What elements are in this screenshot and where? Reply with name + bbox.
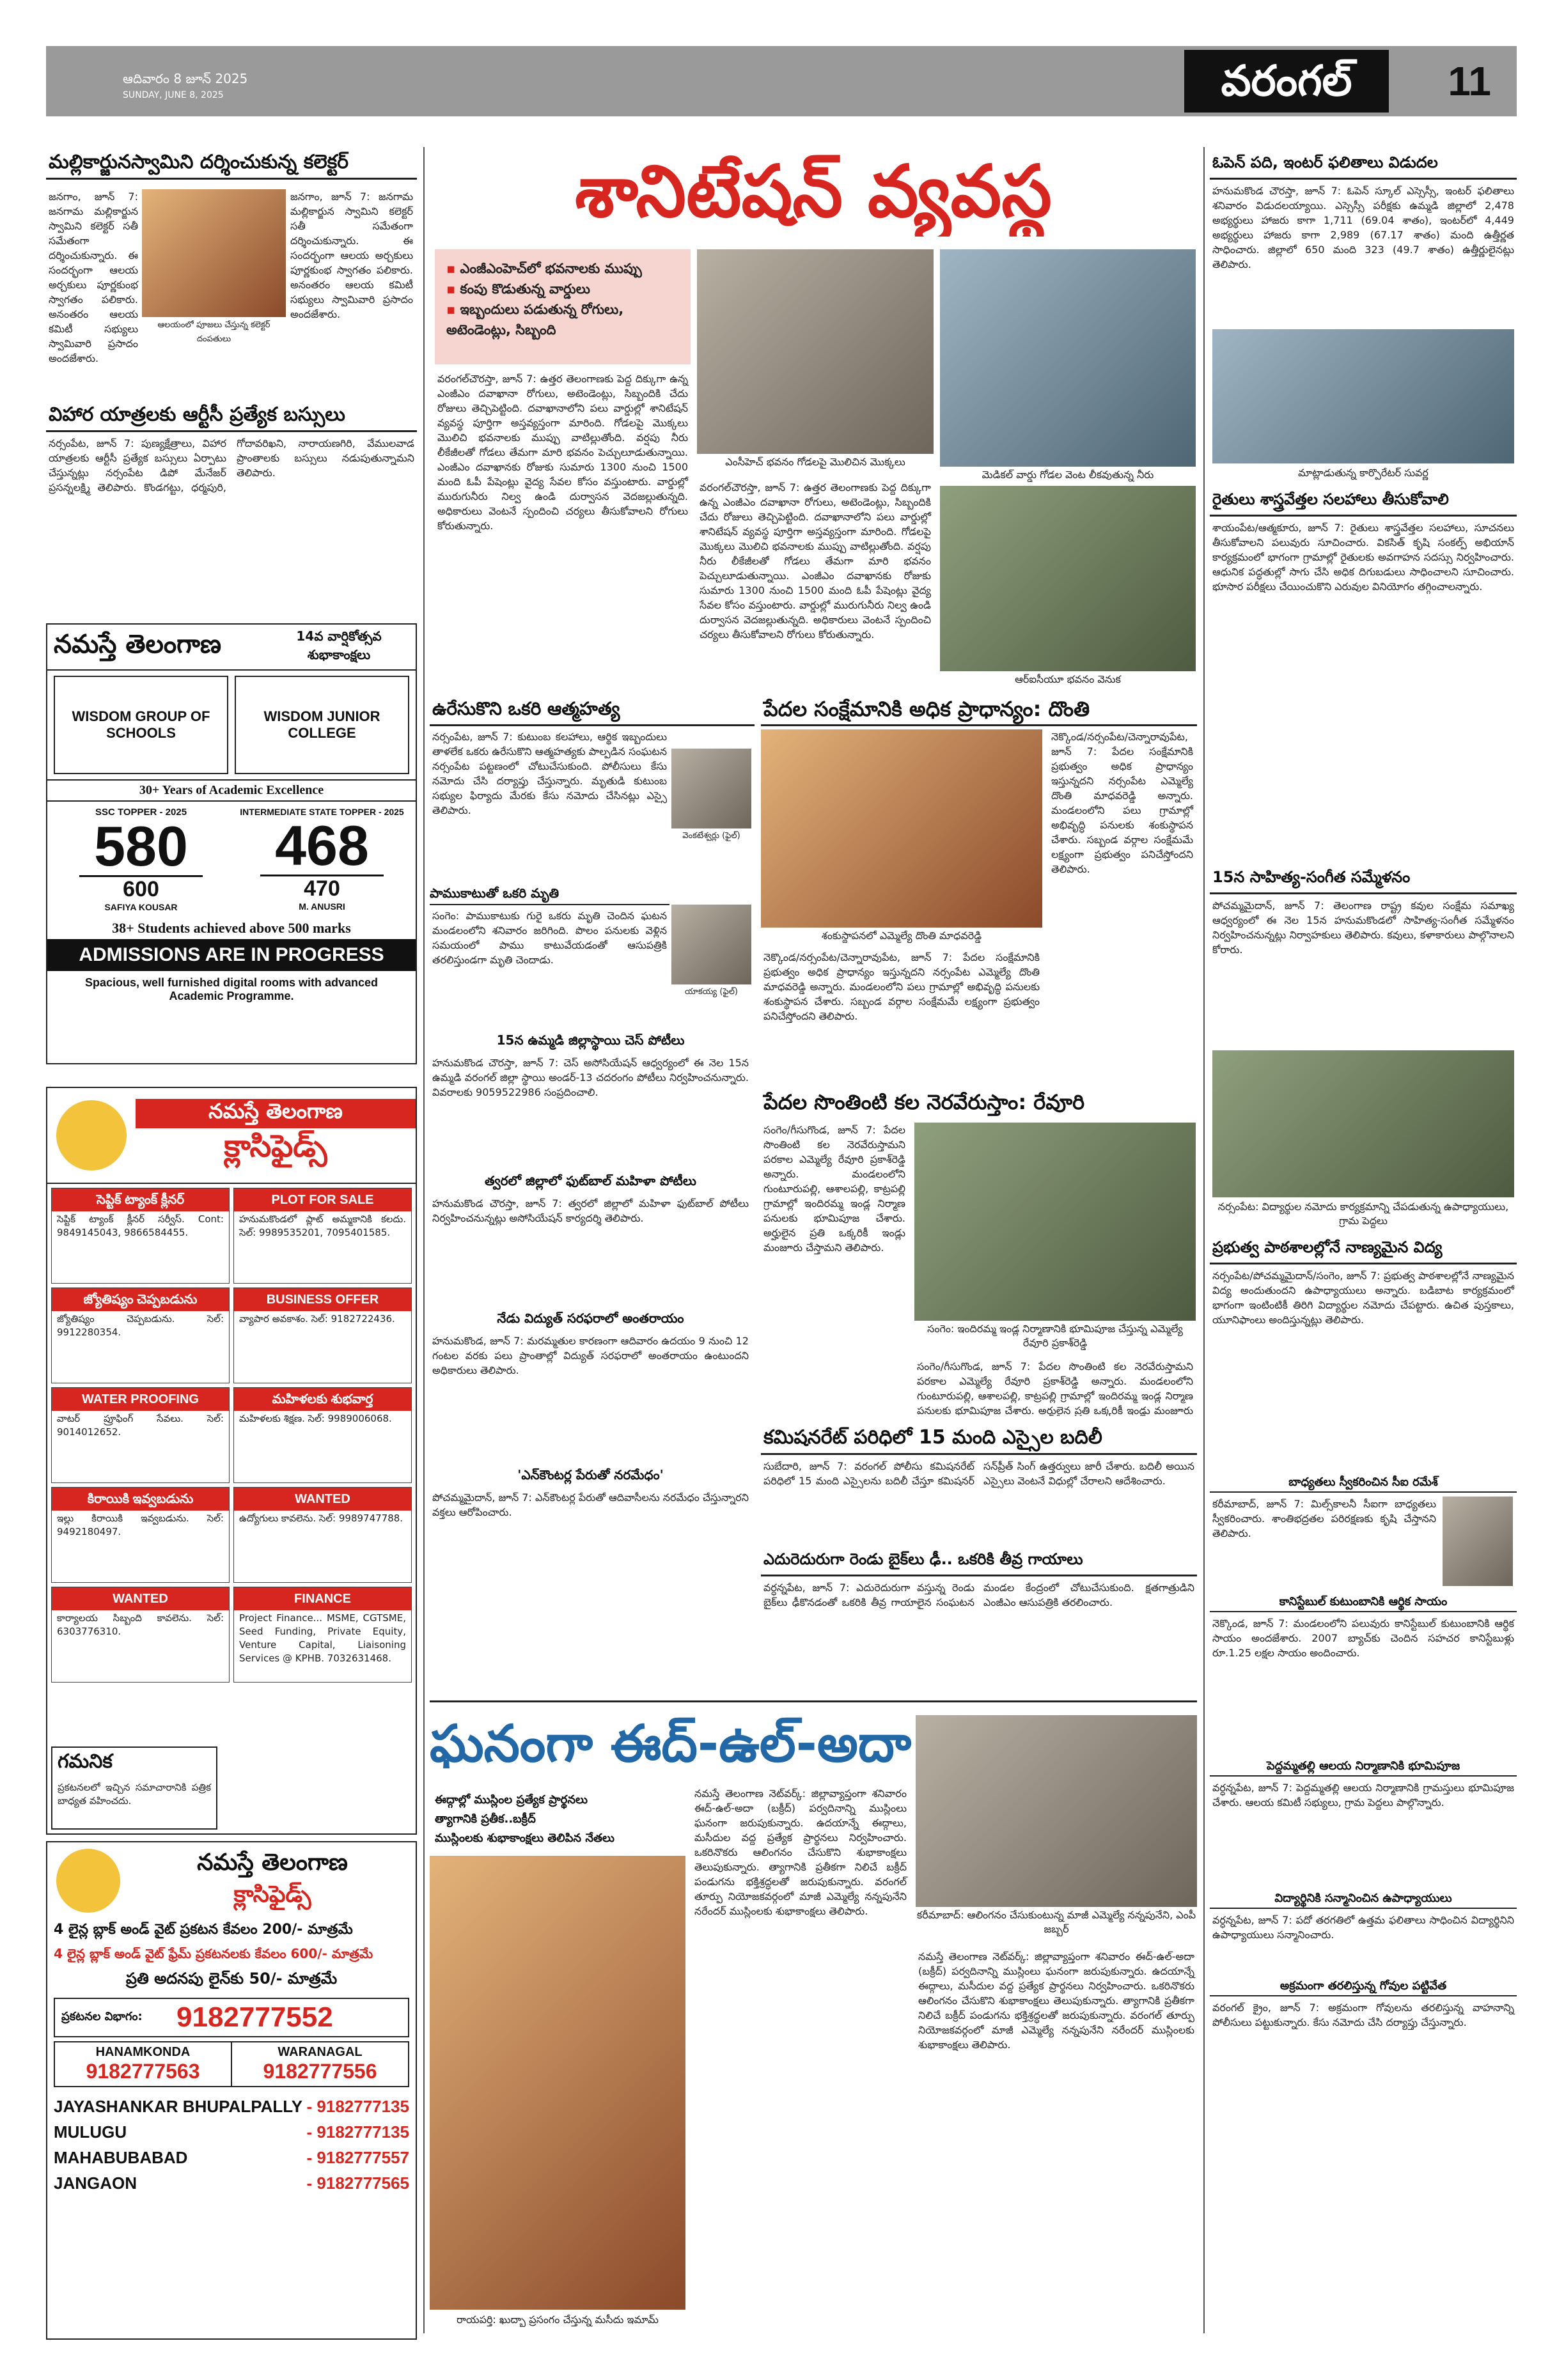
classified-tag: WANTED (234, 1488, 411, 1511)
classified-tag: WANTED (52, 1587, 229, 1610)
s1-caption: మాట్లాడుతున్న కార్పొరేటర్ సువర్ణ (1298, 467, 1428, 479)
s6-headline: 'ఎన్‌కౌంటర్ల పేరుతో నరమేధం' (517, 1467, 664, 1482)
photo-caption: ఆలయంలో పూజలు చేస్తున్న కలెక్టర్ దంపతులు (157, 320, 270, 344)
classified-text: వాటర్ ప్రూఫింగ్ సేవలు. సెల్: 9014012652. (57, 1413, 224, 1438)
story-body: వర్ధన్నపేట, జూన్ 7: ఎదురెదురుగా వస్తున్న రెండు బైక్‌లు ఢీకొనడంతో ఒకరికి తీవ్ర గాయాలైన సంఘటన మండల కేంద్రంలో చోటుచేసుకుంది. క్షతగాత్రుడిని ఎంజీఎం ఆసుపత్రికి తరలించారు. (763, 1582, 1194, 1608)
lead-photo-3 (940, 486, 1196, 671)
office-hanamkonda (55, 2042, 232, 2086)
classified-tag: కిరాయికి ఇవ్వబడును (52, 1488, 229, 1511)
eid-bullet: ఈద్గాల్లో ముస్లింల ప్రత్యేక ప్రార్థనలు (435, 1793, 588, 1807)
story-body: నర్సంపేట, జూన్ 7: పుణ్యక్షేత్రాలు, విహార యాత్రలకు ఆర్టీసీ ప్రత్యేక బస్సులు ఏర్పాటు చేస్తున్నట్లు నర్సంపేట డిపో మేనేజర్ ప్రసన్నలక్ష్మి తెలిపారు. కొండగట్టు, ధర్మపురి, గోదావరిఖని, నారాయణగిరి, వేములవాడ ప్రాంతాలకు బస్సులు నడుపుతున్నామని తెలిపారు. (49, 437, 414, 494)
s4-headline: ప్రభుత్వ పాఠశాలల్లోనే నాణ్యమైన విద్య (1210, 1232, 1517, 1264)
s3-body: హనుమకొండ చౌరస్తా, జూన్ 7: చెస్ అసోసియేషన్ ఆధ్వర్యంలో ఈ నెల 15న ఉమ్మడి వరంగల్ జిల్లా స్థాయి అండర్-13 చదరంగం పోటీలు నిర్వహించనున్నారు. వివరాలకు 9059522986 సంప్రదించాలి. (432, 1057, 749, 1098)
s9-body: వరంగల్ క్రైం, జూన్ 7: అక్రమంగా గోవులను తరలిస్తున్న వాహనాన్ని పోలీసులు పట్టుకున్నారు. కేసు నమోదు చేసి దర్యాప్తు చేస్తున్నారు. (1212, 2002, 1514, 2028)
classified-rates-ad (46, 1841, 417, 2340)
office-warangal (232, 2042, 408, 2086)
classified-ad (51, 1387, 230, 1483)
s5-headline: బాధ్యతలు స్వీకరించిన సీఐ రమేశ్ (1210, 1475, 1517, 1493)
s2-body: శాయంపేట/ఆత్మకూరు, జూన్ 7: రైతులు శాస్త్రవేత్తల సలహాలు, సూచనలు తీసుకోవాలని పలువురు సూచించారు. వికసిత్ కృషి సంకల్ప్ అభియాన్ కార్యక్రమంలో భాగంగా గ్రామాల్లో రైతులకు అవగాహన సదస్సు నిర్వహించారు. ఆధునిక పద్ధతుల్లో సాగు చేసి అధిక దిగుబడులు సాధించాలని సూచించారు. భూసార పరీక్షలు చేయించుకొని ఎరువుల వినియోగం తగ్గించాలన్నారు. (1212, 522, 1514, 593)
sub-body: సంగెం: పాముకాటుకు గురై ఒకరు మృతి చెందిన ఘటన మండలంలోని శనివారం జరిగింది. పొలం పనులకు వెళ్లిన సమయంలో పాము కాటువేయడంతో ఆసుపత్రికి తరలిస్తుండగా మృతి చెందాడు. (432, 910, 667, 966)
masthead (46, 46, 1517, 116)
office-phone: 9182777556 (263, 2060, 377, 2083)
story-body: నెక్కొండ/నర్సంపేట/చెన్నారావుపేట, జూన్ 7: పేదల సంక్షేమానికి ప్రభుత్వం అధిక ప్రాధాన్యం ఇస్తున్నదని నర్సంపేట ఎమ్మెల్యే దొంతి మాధవరెడ్డి అన్నారు. మండలంలోని పలు గ్రామాల్లో అభివృద్ధి పనులకు శంకుస్థాపన చేశారు. సబ్బండ వర్గాల సంక్షేమమే లక్ష్యంగా ప్రభుత్వం పనిచేస్తోందని తెలిపారు. (1051, 731, 1193, 875)
notice-title: గమనిక (58, 1750, 113, 1773)
eid-bullet: ముస్లింలకు శుభాకాంక్షలు తెలిపిన నేతలు (435, 1832, 614, 1845)
classified-text: జ్యోతిష్యం చెప్పబడును. సెల్: 9912280354. (57, 1313, 224, 1338)
ad-admissions: ADMISSIONS ARE IN PROGRESS (47, 939, 416, 971)
lead-body-cont: వరంగల్‌చౌరస్తా, జూన్ 7: ఉత్తర తెలంగాణకు పెద్ద దిక్కుగా ఉన్న ఎంజీఎం దవాఖానా రోగులు, అటెండెంట్లు, సిబ్బందికి చేదు రోజులు తెచ్చిపెట్టింది. దవాఖానాలోని పలు వార్డుల్లో శానిటేషన్ వ్యవస్థ పూర్తిగా అస్తవ్యస్తంగా మారింది. గోడలపై మొక్కలు మొలిచి భవనాలకు ముప్పు వాటిల్లుతోంది. వర్షపు నీరు లీకేజీలతో గోడలు తేమగా మారి భవనం పెచ్చులూడుతున్నాయి. ఎంజీఎం దవాఖానకు రోజుకు సుమారు 1300 నుంచి 1500 మంది ఓపీ పేషెంట్లు వైద్య సేవల కోసం వస్తుంటారు. వార్డుల్లో మురుగునీరు నిల్వ ఉండి దుర్వాసన వెదజల్లుతున్నది. అధికారులు వెంటనే స్పందించి చర్యలు తీసుకోవాలని రోగులు కోరుతున్నారు. (700, 481, 931, 641)
inter-total: 470 (260, 875, 384, 901)
s9-headline: అక్రమంగా తరలిస్తున్న గోవుల పట్టివేత (1210, 1979, 1517, 1996)
s7-headline: పెద్దమ్మతల్లి ఆలయ నిర్మాణానికి భూమిపూజ (1210, 1759, 1517, 1777)
eid-photo-rayaparthi (430, 1856, 685, 2310)
ssc-score: 580 (94, 814, 188, 878)
district-phone: - 9182777135 (306, 2122, 409, 2142)
classified-text: Project Finance... MSME, CGTSME, Seed Funding, Private Equity, Venture Capital, Liaisoning Services @ KPHB. 7032631468. (239, 1612, 406, 1664)
lead-bullet: ▪ ఎంజీఎంహెచ్‌లో భవనాలకు ముప్పు (446, 258, 679, 279)
photo-caption: శంకుస్థాపనలో ఎమ్మెల్యే దొంతి మాధవరెడ్డి (821, 929, 982, 942)
classified-ad (233, 1387, 412, 1483)
eid-caption-2: రాయపర్తి: ఖుద్బా ప్రసంగం చేస్తున్న మసీదు ఇమామ్ (457, 2314, 659, 2326)
photo-name-1: వెంకటేశ్వర్లు (ఫైల్) (682, 831, 740, 841)
lead-bullet: ▪ ఇబ్బందులు పడుతున్న రోగులు, అటెండెంట్లు, సిబ్బంది (446, 299, 679, 340)
story-body: సుబేదారి, జూన్ 7: వరంగల్ పోలీసు కమిషనరేట్ పరిధిలో 15 మంది ఎస్సైలను బదిలీ చేస్తూ కమిషనర్ సన్‌ప్రీత్ సింగ్ ఉత్తర్వులు జారీ చేశారు. బదిలీ అయిన ఎస్సైలు వెంటనే విధుల్లో చేరాలని ఆదేశించారు. (763, 1460, 1194, 1487)
eid-bullet: త్యాగానికి ప్రతీక..బక్రీద్ (435, 1812, 536, 1826)
classified-text: కార్యాలయ సిబ్బంది కావలెను. సెల్: 6303776310. (57, 1612, 224, 1637)
s5-photo (1443, 1497, 1513, 1586)
lead-headline-box (430, 147, 1197, 237)
classified-tag: జ్యోతిష్యం చెప్పబడును (52, 1288, 229, 1311)
classified-text: మహిళలకు శిక్షణ. సెల్: 9989006068. (239, 1413, 392, 1424)
photo-temple (142, 189, 286, 317)
office-phone: 9182777563 (86, 2060, 200, 2083)
district-name: JANGAON (54, 2174, 137, 2193)
inter-score: 468 (275, 814, 369, 877)
classified-tag: WATER PROOFING (52, 1388, 229, 1411)
office-place: WARANAGAL (278, 2045, 363, 2059)
story-body: సంగెం/గీసుగొండ, జూన్ 7: పేదల సొంతింటి కల నెరవేరుస్తామని పరకాల ఎమ్మెల్యే రేవూరి ప్రకాశ్‌రెడ్డి అన్నారు. మండలంలోని గుంటూరుపల్లి, ఆశాలపల్లి, కాట్రపల్లి గ్రామాల్లో ఇందిరమ్మ ఇండ్ల నిర్మాణ పనులకు భూమిపూజ చేశారు. అర్హులైన ప్రతి ఒక్కరికీ ఇండ్లు మంజూరు చేస్తామని తెలిపారు. (763, 1124, 905, 1254)
classified-ad (51, 1587, 230, 1683)
lead-headline: శానిటేషన్ వ్యవస్థ (575, 150, 1052, 233)
page-number: 11 (1448, 58, 1491, 104)
classified-text: వ్యాపార అవకాశం. సెల్: 9182722436. (239, 1313, 395, 1325)
eid-caption-1: కరీమాబాద్: ఆలింగనం చేసుకుంటున్న మాజీ ఎమ్మెల్యే నన్నపునేని, ఎంపీ జబ్బర్ (916, 1909, 1196, 1935)
photo-revuri (914, 1123, 1196, 1321)
inter-label: INTERMEDIATE STATE TOPPER - 2025 (240, 807, 404, 817)
district-name: MAHABUBABAD (54, 2148, 188, 2167)
classified-ad (51, 1287, 230, 1383)
s8-body: వర్ధన్నపేట, జూన్ 7: పదో తరగతిలో ఉత్తమ ఫలితాలు సాధించిన విద్యార్థినిని ఉపాధ్యాయులు సన్మానించారు. (1212, 1914, 1514, 1941)
eid-bullets (430, 1785, 685, 1853)
district-name: JAYASHANKAR BHUPALPALLY (54, 2097, 303, 2116)
classified-ad (51, 1487, 230, 1583)
headline: పేదల సంక్షేమానికి అధిక ప్రాధాన్యం: దొంతి (761, 694, 1197, 726)
ad-greeting: 14వ వార్షికోత్సవ శుభాకాంక్షలు (296, 628, 382, 662)
s4-headline: త్వరలో జిల్లాలో ఫుట్‌బాల్ మహిళా పోటీలు (485, 1173, 696, 1188)
eid-body: నమస్తే తెలంగాణ నెట్‌వర్క్: జిల్లావ్యాప్తంగా శనివారం ఈద్-ఉల్-అదా (బక్రీద్) పర్వదినాన్ని ముస్లింలు ఘనంగా జరుపుకున్నారు. ఉదయాన్నే ఈద్గాలు, మసీదుల వద్ద ప్రత్యేక ప్రార్థనలు నిర్వహించారు. ఒకరినొకరు ఆలింగనం చేసుకొని శుభాకాంక్షలు తెలుపుకున్నారు. త్యాగానికి ప్రతీకగా నిలిచే బక్రీద్ పండుగను భక్తిశ్రద్ధలతో జరుపుకున్నారు. వరంగల్ తూర్పు నియోజకవర్గంలో మాజీ ఎమ్మెల్యే నన్నపునేని నరేందర్ ముస్లింలకు శుభాకాంక్షలు తెలిపారు. (694, 1787, 907, 1917)
eid-photo-karimabad (916, 1715, 1197, 1907)
ssc-total: 600 (79, 875, 203, 902)
classified-tag: PLOT FOR SALE (234, 1188, 411, 1211)
wisdom-school-ad (46, 623, 417, 1064)
headline: మల్లికార్జునస్వామిని దర్శించుకున్న కలెక్టర్ (46, 147, 417, 180)
headline: పేదల సొంతింటి కల నెరవేరుస్తాం: రేవూరి (763, 1090, 1085, 1114)
column-divider (1203, 147, 1205, 2333)
lead-bullet: ▪ కంపు కొడుతున్న వార్డులు (446, 279, 679, 299)
district-phone-row (54, 2145, 409, 2170)
story-bike-accident (761, 1544, 1197, 1691)
district-phone-row (54, 2119, 409, 2145)
s1-headline: ఓపెన్ పది, ఇంటర్ ఫలితాలు విడుదల (1210, 147, 1517, 180)
district-phone: - 9182777565 (306, 2174, 409, 2193)
story-body: నర్సంపేట, జూన్ 7: కుటుంబ కలహాలు, ఆర్థిక ఇబ్బందులు తాళలేక ఒకరు ఉరేసుకొని ఆత్మహత్యకు పాల్పడిన సంఘటన నర్సంపేట పట్టణంలో చోటుచేసుకుంది. పోలీసులు కేసు నమోదు చేసి దర్యాప్తు చేస్తున్నారు. మృతుడి కుటుంబ సభ్యుల ఫిర్యాదు మేరకు కేసు నమోదు చేసినట్లు ఎస్సై తెలిపారు. (432, 731, 667, 816)
s2-headline: రైతులు శాస్త్రవేత్తల సలహాలు తీసుకోవాలి (1210, 484, 1517, 517)
s5-body: కరీమాబాద్, జూన్ 7: మిల్స్‌కాలనీ సీఐగా బాధ్యతలు స్వీకరించారు. శాంతిభద్రతల పరిరక్షణకు కృషి చేస్తానని తెలిపారు. (1212, 1498, 1436, 1539)
s3-caption: నర్సంపేట: విద్యార్థుల నమోదు కార్యక్రమాన్ని చేపడుతున్న ఉపాధ్యాయులు, గ్రామ పెద్దలు (1217, 1201, 1509, 1227)
date-telugu: ఆదివారం 8 జూన్ 2025 (123, 71, 248, 86)
s6-body: నెక్కొండ, జూన్ 7: మండలంలోని పలువురు కానిస్టేబుల్ కుటుంబానికి ఆర్థిక సాయం అందజేశారు. 2007 బ్యాచ్‌కు చెందిన సహచర కానిస్టేబుళ్లు రూ.1.25 లక్షల సాయం అందించారు. (1212, 1617, 1514, 1659)
classified-ad (51, 1188, 230, 1284)
classified-tag: సెప్టిక్ ట్యాంక్ క్లీనర్ (52, 1188, 229, 1211)
district-phone: - 9182777135 (306, 2097, 409, 2116)
classified-tag: BUSINESS OFFER (234, 1288, 411, 1311)
classifieds-block (46, 1087, 417, 1835)
lead-caption-1: ఎంసీహెచ్ భవనం గోడలపై మొలిచిన మొక్కలు (725, 456, 905, 468)
story-eid (430, 1700, 1197, 2340)
inter-name: M. ANUSRI (299, 901, 345, 912)
headline: ఎదురెదురుగా రెండు బైక్‌లు ఢీ.. ఒకరికి తీవ్ర గాయాలు (761, 1544, 1197, 1576)
classified-text: ఉద్యోగులు కావలెను. సెల్: 9989747788. (239, 1513, 403, 1524)
rates-title: క్లాసిఫైడ్స్ (233, 1881, 311, 1908)
lead-body: వరంగల్‌చౌరస్తా, జూన్ 7: ఉత్తర తెలంగాణకు పెద్ద దిక్కుగా ఉన్న ఎంజీఎం దవాఖానా రోగులు, అటెండెంట్లు, సిబ్బందికి చేదు రోజులు తెచ్చిపెట్టింది. దవాఖానాలోని పలు వార్డుల్లో శానిటేషన్ వ్యవస్థ పూర్తిగా అస్తవ్యస్తంగా మారింది. గోడలపై మొక్కలు మొలిచి భవనాలకు ముప్పు వాటిల్లుతోంది. వర్షపు నీరు లీకేజీలతో గోడలు తేమగా మారి భవనం పెచ్చులూడుతున్నాయి. ఎంజీఎం దవాఖానకు రోజుకు సుమారు 1300 నుంచి 1500 మంది ఓపీ పేషెంట్లు వైద్య సేవల కోసం వస్తుంటారు. వార్డుల్లో మురుగునీరు నిల్వ ఉండి దుర్వాసన వెదజల్లుతున్నది. అధికారులు వెంటనే స్పందించి చర్యలు తీసుకోవాలని రోగులు కోరుతున్నారు. (437, 373, 688, 532)
district-phone-row (54, 2094, 409, 2119)
column-divider (423, 147, 425, 2333)
classifieds-logo-icon (56, 1100, 127, 1171)
headline: కమిషనరేట్ పరిధిలో 15 మంది ఎస్సైల బదిలీ (761, 1422, 1197, 1455)
office-place: HANAMKONDA (95, 2045, 191, 2059)
district-phone: - 9182777557 (306, 2148, 409, 2167)
eid-headline: ఘనంగా ఈద్-ఉల్-అదా (430, 1714, 912, 1773)
story-body-cont: నెక్కొండ/నర్సంపేట/చెన్నారావుపేట, జూన్ 7: పేదల సంక్షేమానికి ప్రభుత్వం అధిక ప్రాధాన్యం ఇస్తున్నదని నర్సంపేట ఎమ్మెల్యే దొంతి మాధవరెడ్డి అన్నారు. మండలంలోని పలు గ్రామాల్లో అభివృద్ధి పనులకు శంకుస్థాపన చేశారు. సబ్బండ వర్గాల సంక్షేమమే లక్ష్యంగా ప్రభుత్వం పనిచేస్తోందని తెలిపారు. (763, 951, 1040, 1022)
classified-ad (233, 1287, 412, 1383)
classified-text: సెప్టిక్ ట్యాంక్ క్లీనర్ సర్వీస్. Cont: 9849145043, 9866584455. (57, 1213, 224, 1238)
edition-name: వరంగల్ (1184, 50, 1389, 113)
classified-ad (233, 1587, 412, 1683)
story-collector (46, 147, 417, 396)
s4-body: నర్సంపేట/పోచమ్మమైదాన్/సంగెం, జూన్ 7: ప్రభుత్వ పాఠశాలల్లోనే నాణ్యమైన విద్య అందుతుందని ఉపాధ్యాయులు అన్నారు. బడిబాట కార్యక్రమంలో భాగంగా ఇంటింటికీ తిరిగి విద్యార్థుల నమోదు చేపట్టారు. ఉచిత పుస్తకాలు, యూనిఫాంలు అందిస్తున్నట్లు తెలిపారు. (1212, 1270, 1514, 1326)
ad-footer: Spacious, well furnished digital rooms with advanced Academic Programme. (84, 976, 379, 1002)
s7-body: వర్ధన్నపేట, జూన్ 7: పెద్దమ్మతల్లి ఆలయ నిర్మాణానికి గ్రామస్తులు భూమిపూజ చేశారు. ఆలయ కమిటీ సభ్యులు, గ్రామ పెద్దలు పాల్గొన్నారు. (1212, 1782, 1514, 1808)
eid-body-cont: నమస్తే తెలంగాణ నెట్‌వర్క్: జిల్లావ్యాప్తంగా శనివారం ఈద్-ఉల్-అదా (బక్రీద్) పర్వదినాన్ని ముస్లింలు ఘనంగా జరుపుకున్నారు. ఉదయాన్నే ఈద్గాలు, మసీదుల వద్ద ప్రత్యేక ప్రార్థనలు నిర్వహించారు. ఒకరినొకరు ఆలింగనం చేసుకొని శుభాకాంక్షలు తెలుపుకున్నారు. త్యాగానికి ప్రతీకగా నిలిచే బక్రీద్ పండుగను భక్తిశ్రద్ధలతో జరుపుకున్నారు. వరంగల్ తూర్పు నియోజకవర్గంలో మాజీ ఎమ్మెల్యే నన్నపునేని నరేందర్ ముస్లింలకు శుభాకాంక్షలు తెలిపారు. (918, 1950, 1194, 2051)
s3-photo (1212, 1050, 1514, 1197)
s6-body: పోచమ్మమైదాన్, జూన్ 7: ఎన్‌కౌంటర్ల పేరుతో ఆదివాసీలను నరమేధం చేస్తున్నారని వక్తలు ఆరోపించారు. (432, 1491, 749, 1518)
story-transfer (761, 1422, 1197, 1541)
lead-caption-3: ఆర్ఐసీయూ భవనం వెనుక (1015, 673, 1121, 685)
story-dondi (761, 694, 1197, 1084)
contact-label: ప్రకటనల విభాగం: (61, 2009, 143, 2023)
classified-tag: FINANCE (234, 1587, 411, 1610)
photo-victim-2 (671, 905, 751, 984)
s3-body: పోచమ్మమైదాన్, జూన్ 7: తెలంగాణ రాష్ట్ర కవుల సంక్షేమ సమాఖ్య ఆధ్వర్యంలో ఈ నెల 15న హనుమకొండలో సాహిత్య-సంగీత సమ్మేళనం నిర్వహించనున్నట్లు నిర్వాహకులు తెలిపారు. కవులు, కళాకారులు పాల్గొనాలని కోరారు. (1212, 899, 1514, 956)
ssc-topper (54, 807, 228, 912)
classifieds-brand: నమస్తే తెలంగాణ (136, 1099, 416, 1128)
classified-ad (233, 1188, 412, 1284)
district-name: MULUGU (54, 2122, 127, 2142)
notice-text: ప్రకటనలలో ఇచ్చిన సమాచారానికి పత్రిక బాధ్యత వహించదు. (58, 1782, 211, 1807)
right-column (1210, 147, 1517, 2340)
s4-body: హనుమకొండ చౌరస్తా, జూన్ 7: త్వరలో జిల్లాలో మహిళా ఫుట్‌బాల్ పోటీలు నిర్వహించనున్నట్లు అసోసియేషన్ కార్యదర్శి తెలిపారు. (432, 1197, 749, 1224)
classifieds-title: క్లాసిఫైడ్స్ (224, 1128, 327, 1164)
district-phone-list (47, 2091, 416, 2198)
lead-caption-2: మెడికల్ వార్డు గోడల వెంట లీకవుతున్న నీరు (982, 469, 1154, 481)
inter-topper (235, 807, 409, 912)
masthead-date (123, 70, 247, 104)
rates-logo-icon (56, 1849, 120, 1913)
s5-body: హనుమకొండ, జూన్ 7: మరమ్మతుల కారణంగా ఆదివారం ఉదయం 9 నుంచి 12 గంటల వరకు పలు ప్రాంతాల్లో విద్యుత్ సరఫరాలో అంతరాయం ఉంటుందని అధికారులు తెలిపారు. (432, 1335, 749, 1376)
s1-photo (1212, 329, 1514, 463)
middle-left-stories (430, 694, 755, 1694)
rates-line1: 4 లైన్ల బ్లాక్ అండ్ వైట్ ప్రకటన కేవలం 200/- మాత్రమే (54, 1922, 353, 1938)
date-english: SUNDAY, JUNE 8, 2025 (123, 90, 224, 100)
classified-tag: మహిళలకు శుభవార్త (234, 1388, 411, 1411)
photo-name-2: యాకయ్య (ఫైల్) (684, 987, 739, 997)
classifieds-grid (47, 1184, 416, 1686)
photo-dondi (761, 729, 1042, 928)
notice-box (51, 1746, 217, 1830)
story-body-cont: సంగెం/గీసుగొండ, జూన్ 7: పేదల సొంతింటి కల నెరవేరుస్తామని పరకాల ఎమ్మెల్యే రేవూరి ప్రకాశ్‌రెడ్డి అన్నారు. మండలంలోని గుంటూరుపల్లి, ఆశాలపల్లి, కాట్రపల్లి గ్రామాల్లో ఇందిరమ్మ ఇండ్ల నిర్మాణ పనులకు భూమిపూజ చేశారు. అర్హులైన ప్రతి ఒక్కరికీ ఇండ్లు మంజూరు (917, 1360, 1193, 1416)
lead-photo-2 (940, 249, 1196, 467)
sub-headline: పాముకాటుతో ఒకరి మృతి (430, 885, 669, 905)
lead-bullets (435, 249, 691, 364)
ad-achieved: 38+ Students achieved above 500 marks (112, 920, 351, 936)
classified-ad (233, 1487, 412, 1583)
district-phone-row (54, 2170, 409, 2196)
ad-brand: నమస్తే తెలంగాణ (54, 628, 222, 659)
college-logo: WISDOM JUNIOR COLLEGE (235, 676, 409, 774)
ssc-label: SSC TOPPER - 2025 (95, 807, 187, 818)
story-revuri (761, 1087, 1197, 1419)
s5-headline: నేడు విద్యుత్ సరఫరాలో అంతరాయం (497, 1311, 684, 1326)
story-rtc-buses (46, 400, 417, 620)
story-body: జనగాం, జూన్ 7: జనగామ మల్లికార్జున స్వామిని కలెక్టర్ సతీ సమేతంగా దర్శించుకున్నారు. ఈ సందర్భంగా ఆలయ అర్చకులు పూర్ణకుంభ స్వాగతం పలికారు. అనంతరం ఆలయ కమిటీ సభ్యులు స్వామివారి ప్రసాదం అందజేశారు. (49, 191, 138, 364)
s8-headline: విద్యార్థినికి సన్మానించిన ఉపాధ్యాయులు (1210, 1892, 1517, 1909)
headline: ఉరేసుకొని ఒకరి ఆత్మహత్య (430, 694, 755, 726)
rates-line2: 4 లైన్ల బ్లాక్ అండ్ వైట్ ఫ్రేమ్ ప్రకటనలకు కేవలం 600/- మాత్రమే (54, 1946, 373, 1961)
ad-tagline: 30+ Years of Academic Excellence (47, 779, 416, 802)
rates-line3: ప్రతి అదనపు లైన్‌కు 50/- మాత్రమే (125, 1970, 338, 1987)
headline: విహార యాత్రలకు ఆర్టీసీ ప్రత్యేక బస్సులు (46, 400, 417, 432)
lead-photo-1 (697, 249, 934, 454)
s6-headline: కానిస్టేబుల్ కుటుంబానికి ఆర్థిక సాయం (1210, 1595, 1517, 1612)
contact-phone: 9182777552 (176, 2002, 333, 2033)
s1-body: హనుమకొండ చౌరస్తా, జూన్ 7: ఓపెన్ స్కూల్ ఎస్సెస్సీ, ఇంటర్ ఫలితాలు శనివారం విడుదలయ్యాయి. ఎస్సెస్సీ పరీక్షకు ఉమ్మడి జిల్లాలో 2,478 అభ్యర్థులు హాజరు కాగా 1,711 (69.04 శాతం), ఇంటర్‌లో 4,449 అభ్యర్థులు హాజరు కాగా 2,989 (67.17 శాతం) మంది ఉత్తీర్ణత సాధించారు. జిల్లాలో 650 మంది 323 (49.7 శాతం) ఉత్తీర్ణులైనట్లు తెలిపారు. (1212, 185, 1514, 270)
s3-headline: 15న ఉమ్మడి జిల్లాస్థాయి చెస్ పోటీలు (496, 1032, 685, 1048)
story-body-cont: జనగాం, జూన్ 7: జనగామ మల్లికార్జున స్వామిని కలెక్టర్ సతీ సమేతంగా దర్శించుకున్నారు. ఈ సందర్భంగా ఆలయ అర్చకులు పూర్ణకుంభ స్వాగతం పలికారు. అనంతరం ఆలయ కమిటీ సభ్యులు స్వామివారి ప్రసాదం అందజేశారు. (290, 191, 413, 320)
rates-brand: నమస్తే తెలంగాణ (197, 1848, 348, 1876)
classified-text: హనుమకొండలో ప్లాట్ అమ్మకానికి కలదు. సెల్: 9989535201, 7095401585. (239, 1213, 406, 1238)
school-logo: WISDOM GROUP OF SCHOOLS (54, 676, 228, 774)
classified-text: ఇల్లు కిరాయికి ఇవ్వబడును. సెల్: 9492180497. (57, 1513, 224, 1537)
ssc-name: SAFIYA KOUSAR (104, 902, 178, 912)
photo-victim-1 (671, 749, 751, 828)
s3-headline: 15న సాహిత్య-సంగీత సమ్మేళనం (1210, 862, 1517, 894)
photo-caption: సంగెం: ఇందిరమ్మ ఇండ్ల నిర్మాణానికి భూమిపూజ చేస్తున్న ఎమ్మెల్యే రేవూరి ప్రకాశ్‌రెడ్డి (927, 1323, 1183, 1349)
